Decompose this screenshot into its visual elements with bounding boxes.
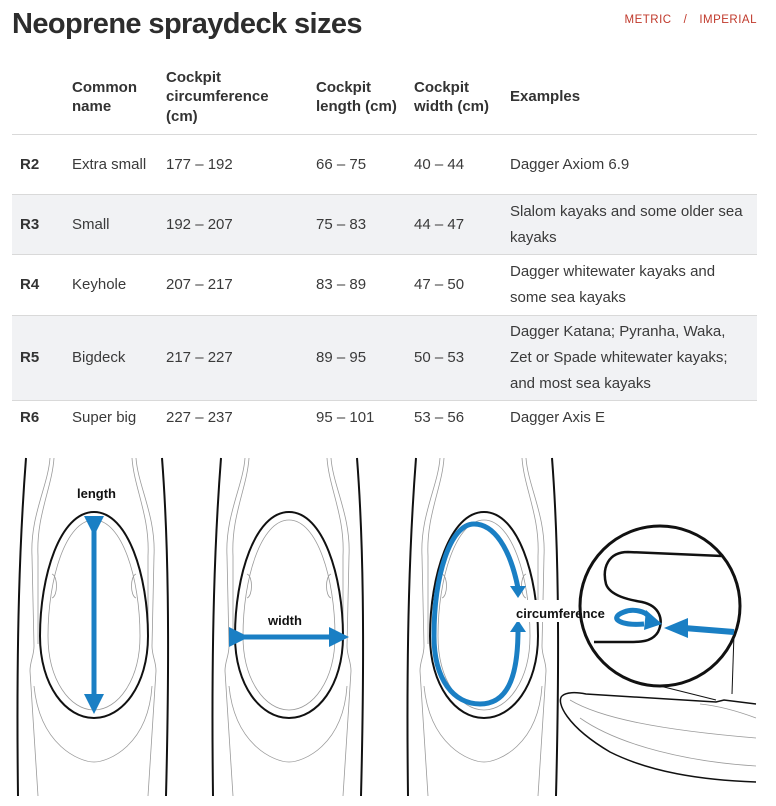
circumference-label: circumference <box>516 606 605 621</box>
kayak-length-illustration <box>17 458 168 796</box>
circumference-value: 227 – 237 <box>166 408 233 426</box>
size-code: R3 <box>12 195 64 255</box>
table-row <box>12 255 757 316</box>
header-examples: Examples <box>502 66 757 135</box>
size-code: R6 <box>20 408 40 426</box>
diagram-illustration <box>0 456 776 806</box>
length-value: 95 – 101 <box>316 408 375 426</box>
width-value: 47 – 50 <box>406 255 502 316</box>
circumference-value: 217 – 227 <box>158 316 308 401</box>
length-value: 66 – 75 <box>308 135 406 195</box>
examples-value: Dagger whitewater kayaks and some sea kayaks <box>502 255 757 316</box>
common-name: Keyhole <box>64 255 158 316</box>
metric-link[interactable]: METRIC <box>624 14 672 26</box>
examples-value: Slalom kayaks and some older sea kayaks <box>502 195 757 255</box>
unit-toggle <box>625 14 757 26</box>
width-value: 44 – 47 <box>406 195 502 255</box>
examples-value: Dagger Katana; Pyranha, Waka, Zet or Spade whitewater kayaks; and most sea kayaks <box>502 316 757 401</box>
length-label: length <box>77 486 116 501</box>
table-header-row <box>12 66 757 135</box>
size-code: R5 <box>12 316 64 401</box>
common-name: Super big <box>72 408 137 426</box>
table-row <box>12 135 757 195</box>
cockpit-measurement-diagram <box>0 456 776 806</box>
table-row <box>12 401 757 435</box>
spraydeck-size-table <box>12 66 757 435</box>
page-title: Neoprene spraydeck sizes <box>12 8 362 40</box>
imperial-link[interactable]: IMPERIAL <box>699 14 757 26</box>
header-common-name: Common name <box>64 66 158 135</box>
size-code: R4 <box>12 255 64 316</box>
common-name: Small <box>64 195 158 255</box>
kayak-circumference-illustration <box>407 458 606 796</box>
header-length: Cockpit length (cm) <box>308 66 406 135</box>
header-width: Cockpit width (cm) <box>406 66 502 135</box>
common-name: Extra small <box>64 135 158 195</box>
header-code <box>12 66 64 135</box>
circumference-value: 192 – 207 <box>158 195 308 255</box>
examples-value: Dagger Axis E <box>510 408 606 426</box>
length-value: 89 – 95 <box>308 316 406 401</box>
width-value: 53 – 56 <box>414 408 465 426</box>
length-value: 75 – 83 <box>308 195 406 255</box>
circumference-value: 177 – 192 <box>158 135 308 195</box>
table-row <box>12 195 757 255</box>
header-circumference: Cockpit circumference (cm) <box>158 66 308 135</box>
width-value: 50 – 53 <box>406 316 502 401</box>
width-label: width <box>268 613 302 628</box>
circumference-value: 207 – 217 <box>158 255 308 316</box>
examples-value: Dagger Axiom 6.9 <box>502 135 757 195</box>
kayak-side-illustration <box>560 693 756 782</box>
length-value: 83 – 89 <box>308 255 406 316</box>
size-code: R2 <box>12 135 64 195</box>
unit-separator: / <box>683 14 688 26</box>
common-name: Bigdeck <box>64 316 158 401</box>
width-value: 40 – 44 <box>406 135 502 195</box>
table-row <box>12 316 757 401</box>
